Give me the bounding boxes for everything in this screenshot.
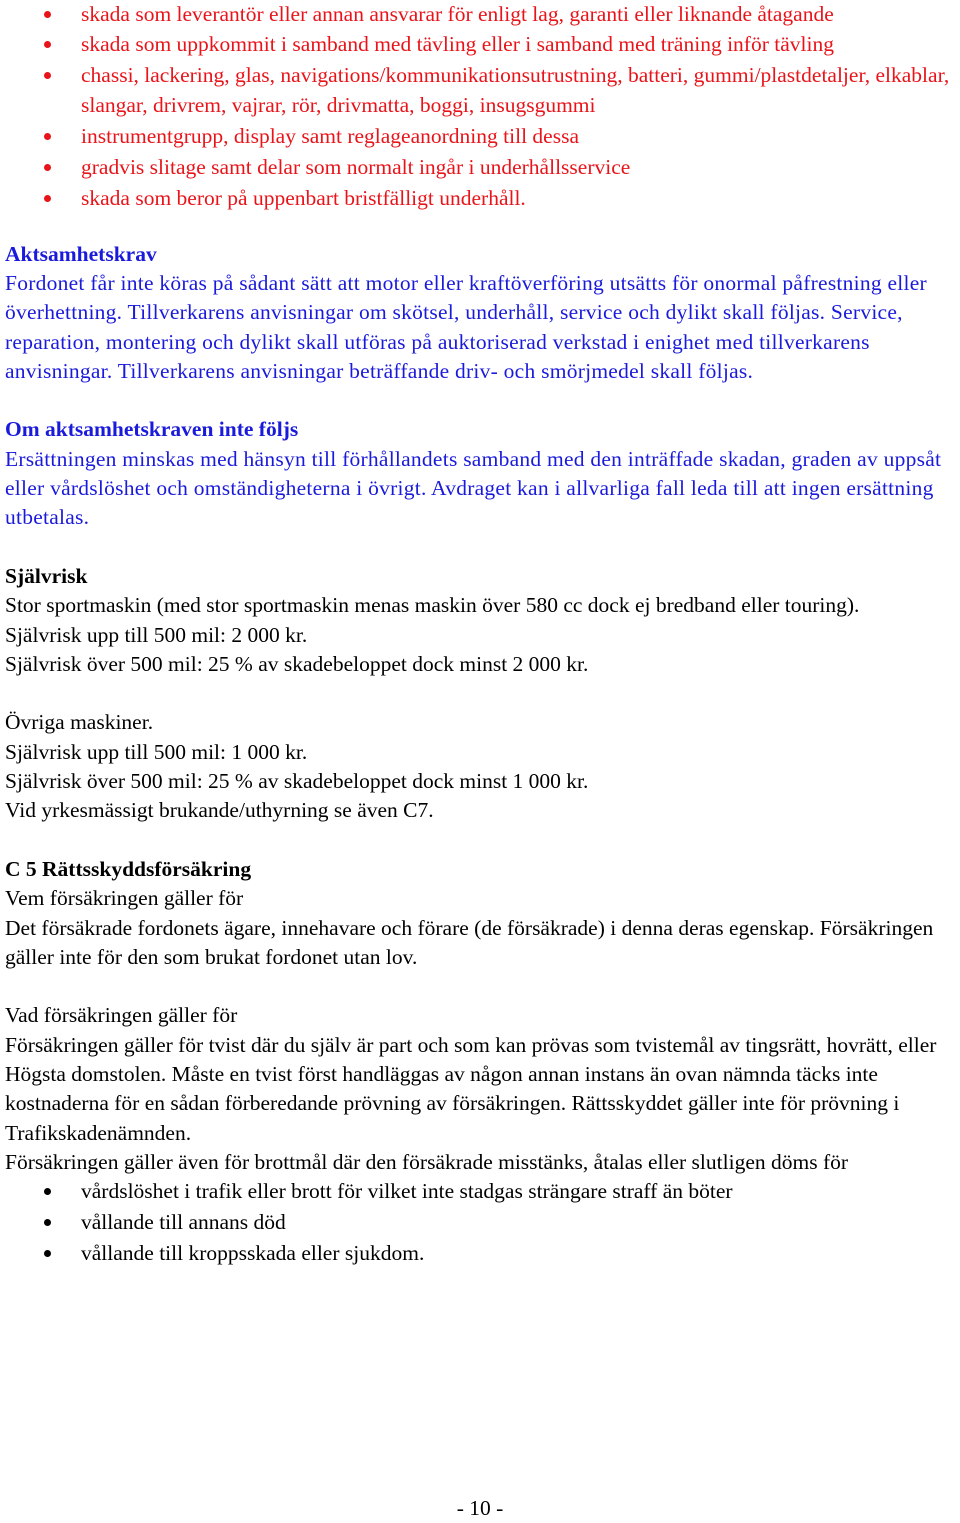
text-line: Vid yrkesmässigt brukande/uthyrning se även C7.: [5, 798, 434, 823]
text-line: Självrisk upp till 500 mil: 2 000 kr.: [5, 622, 308, 647]
section-body: Försäkringen gäller för tvist där du själv är part och som kan prövas som tvistemål av tingsrätt, hovrätt, eller Högsta domstolen. Måste en tvist först handläggas av någon annan instans än ovan nämnda täcks inte kostnaderna för en sådan förberedande prövning av försäkringen. Rättsskyddet gäller inte för prövning i Trafikskadenämnden.: [5, 1032, 937, 1145]
text-line: Självrisk över 500 mil: 25 % av skadebeloppet dock minst 1 000 kr.: [5, 769, 589, 794]
bullet-icon: [44, 11, 51, 18]
sjalvrisk-section: [5, 562, 957, 826]
list-item: gradvis slitage samt delar som normalt ingår i underhållsservice: [5, 153, 957, 182]
bullet-icon: [44, 164, 51, 171]
list-item: vållande till kroppsskada eller sjukdom.: [5, 1239, 957, 1268]
om-aktsamhet-section: [5, 415, 957, 532]
section-heading: Aktsamhetskrav: [5, 241, 157, 266]
list-item: skada som leverantör eller annan ansvarar för enligt lag, garanti eller liknande åtagande: [5, 0, 957, 29]
list-item: chassi, lackering, glas, navigations/kommunikationsutrustning, batteri, gummi/plastdetaljer, elkablar, slangar, drivrem, vajrar, rör, drivmatta, boggi, insugsgummi: [5, 61, 957, 120]
list-item: vållande till annans död: [5, 1208, 957, 1237]
list-item: instrumentgrupp, display samt reglageanordning till dessa: [5, 122, 957, 151]
document-page: [5, 0, 957, 1270]
section-heading: C 5 Rättsskyddsförsäkring: [5, 856, 252, 881]
text-line: Självrisk upp till 500 mil: 1 000 kr.: [5, 739, 308, 764]
exclusions-list: [5, 0, 957, 213]
section-body: Ersättningen minskas med hänsyn till förhållandets samband med den inträffade skadan, graden av uppsåt eller vårdslöshet och omständigheterna i övrigt. Avdraget kan i allvarliga fall leda till att ingen ersättning utbetalas.: [5, 446, 942, 530]
section-body: Det försäkrade fordonets ägare, innehavare och förare (de försäkrade) i denna deras egenskap. Försäkringen gäller inte för den som brukat fordonet utan lov.: [5, 915, 934, 969]
section-heading: Om aktsamhetskraven inte följs: [5, 417, 299, 442]
text-line: Stor sportmaskin (med stor sportmaskin menas maskin över 580 cc dock ej bredband eller touring).: [5, 593, 860, 618]
page-number: - 10 -: [456, 1496, 504, 1520]
list-item: skada som uppkommit i samband med tävling eller i samband med träning inför tävling: [5, 30, 957, 59]
c5-section: [5, 855, 957, 1269]
bullet-icon: [44, 72, 51, 79]
list-item: skada som beror på uppenbart bristfälligt underhåll.: [5, 184, 957, 213]
bullet-icon: [44, 1188, 51, 1195]
bullet-icon: [44, 1219, 51, 1226]
text-line: Självrisk över 500 mil: 25 % av skadebeloppet dock minst 2 000 kr.: [5, 651, 589, 676]
list-item: vårdslöshet i trafik eller brott för vilket inte stadgas strängare straff än böter: [5, 1177, 957, 1206]
section-heading: Självrisk: [5, 563, 88, 588]
section-body: Fordonet får inte köras på sådant sätt att motor eller kraftöverföring utsätts för onormal påfrestning eller överhettning. Tillverkarens anvisningar om skötsel, underhåll, service och dylikt skall följas. Service, reparation, montering och dylikt skall utföras på auktoriserad verkstad i enighet med tillverkarens anvisningar. Tillverkarens anvisningar beträffande driv- och smörjmedel skall följas.: [5, 271, 927, 383]
subheading: Vem försäkringen gäller för: [5, 886, 244, 911]
aktsamhet-section: [5, 240, 957, 386]
bullet-icon: [44, 195, 51, 202]
bullet-icon: [44, 1250, 51, 1257]
bullet-icon: [44, 41, 51, 48]
subheading: Vad försäkringen gäller för: [5, 1003, 238, 1028]
brottmal-list: [5, 1177, 957, 1268]
text-line: Övriga maskiner.: [5, 710, 154, 735]
section-body: Försäkringen gäller även för brottmål där den försäkrade misstänks, åtalas eller slutligen döms för: [5, 1149, 849, 1174]
bullet-icon: [44, 133, 51, 140]
